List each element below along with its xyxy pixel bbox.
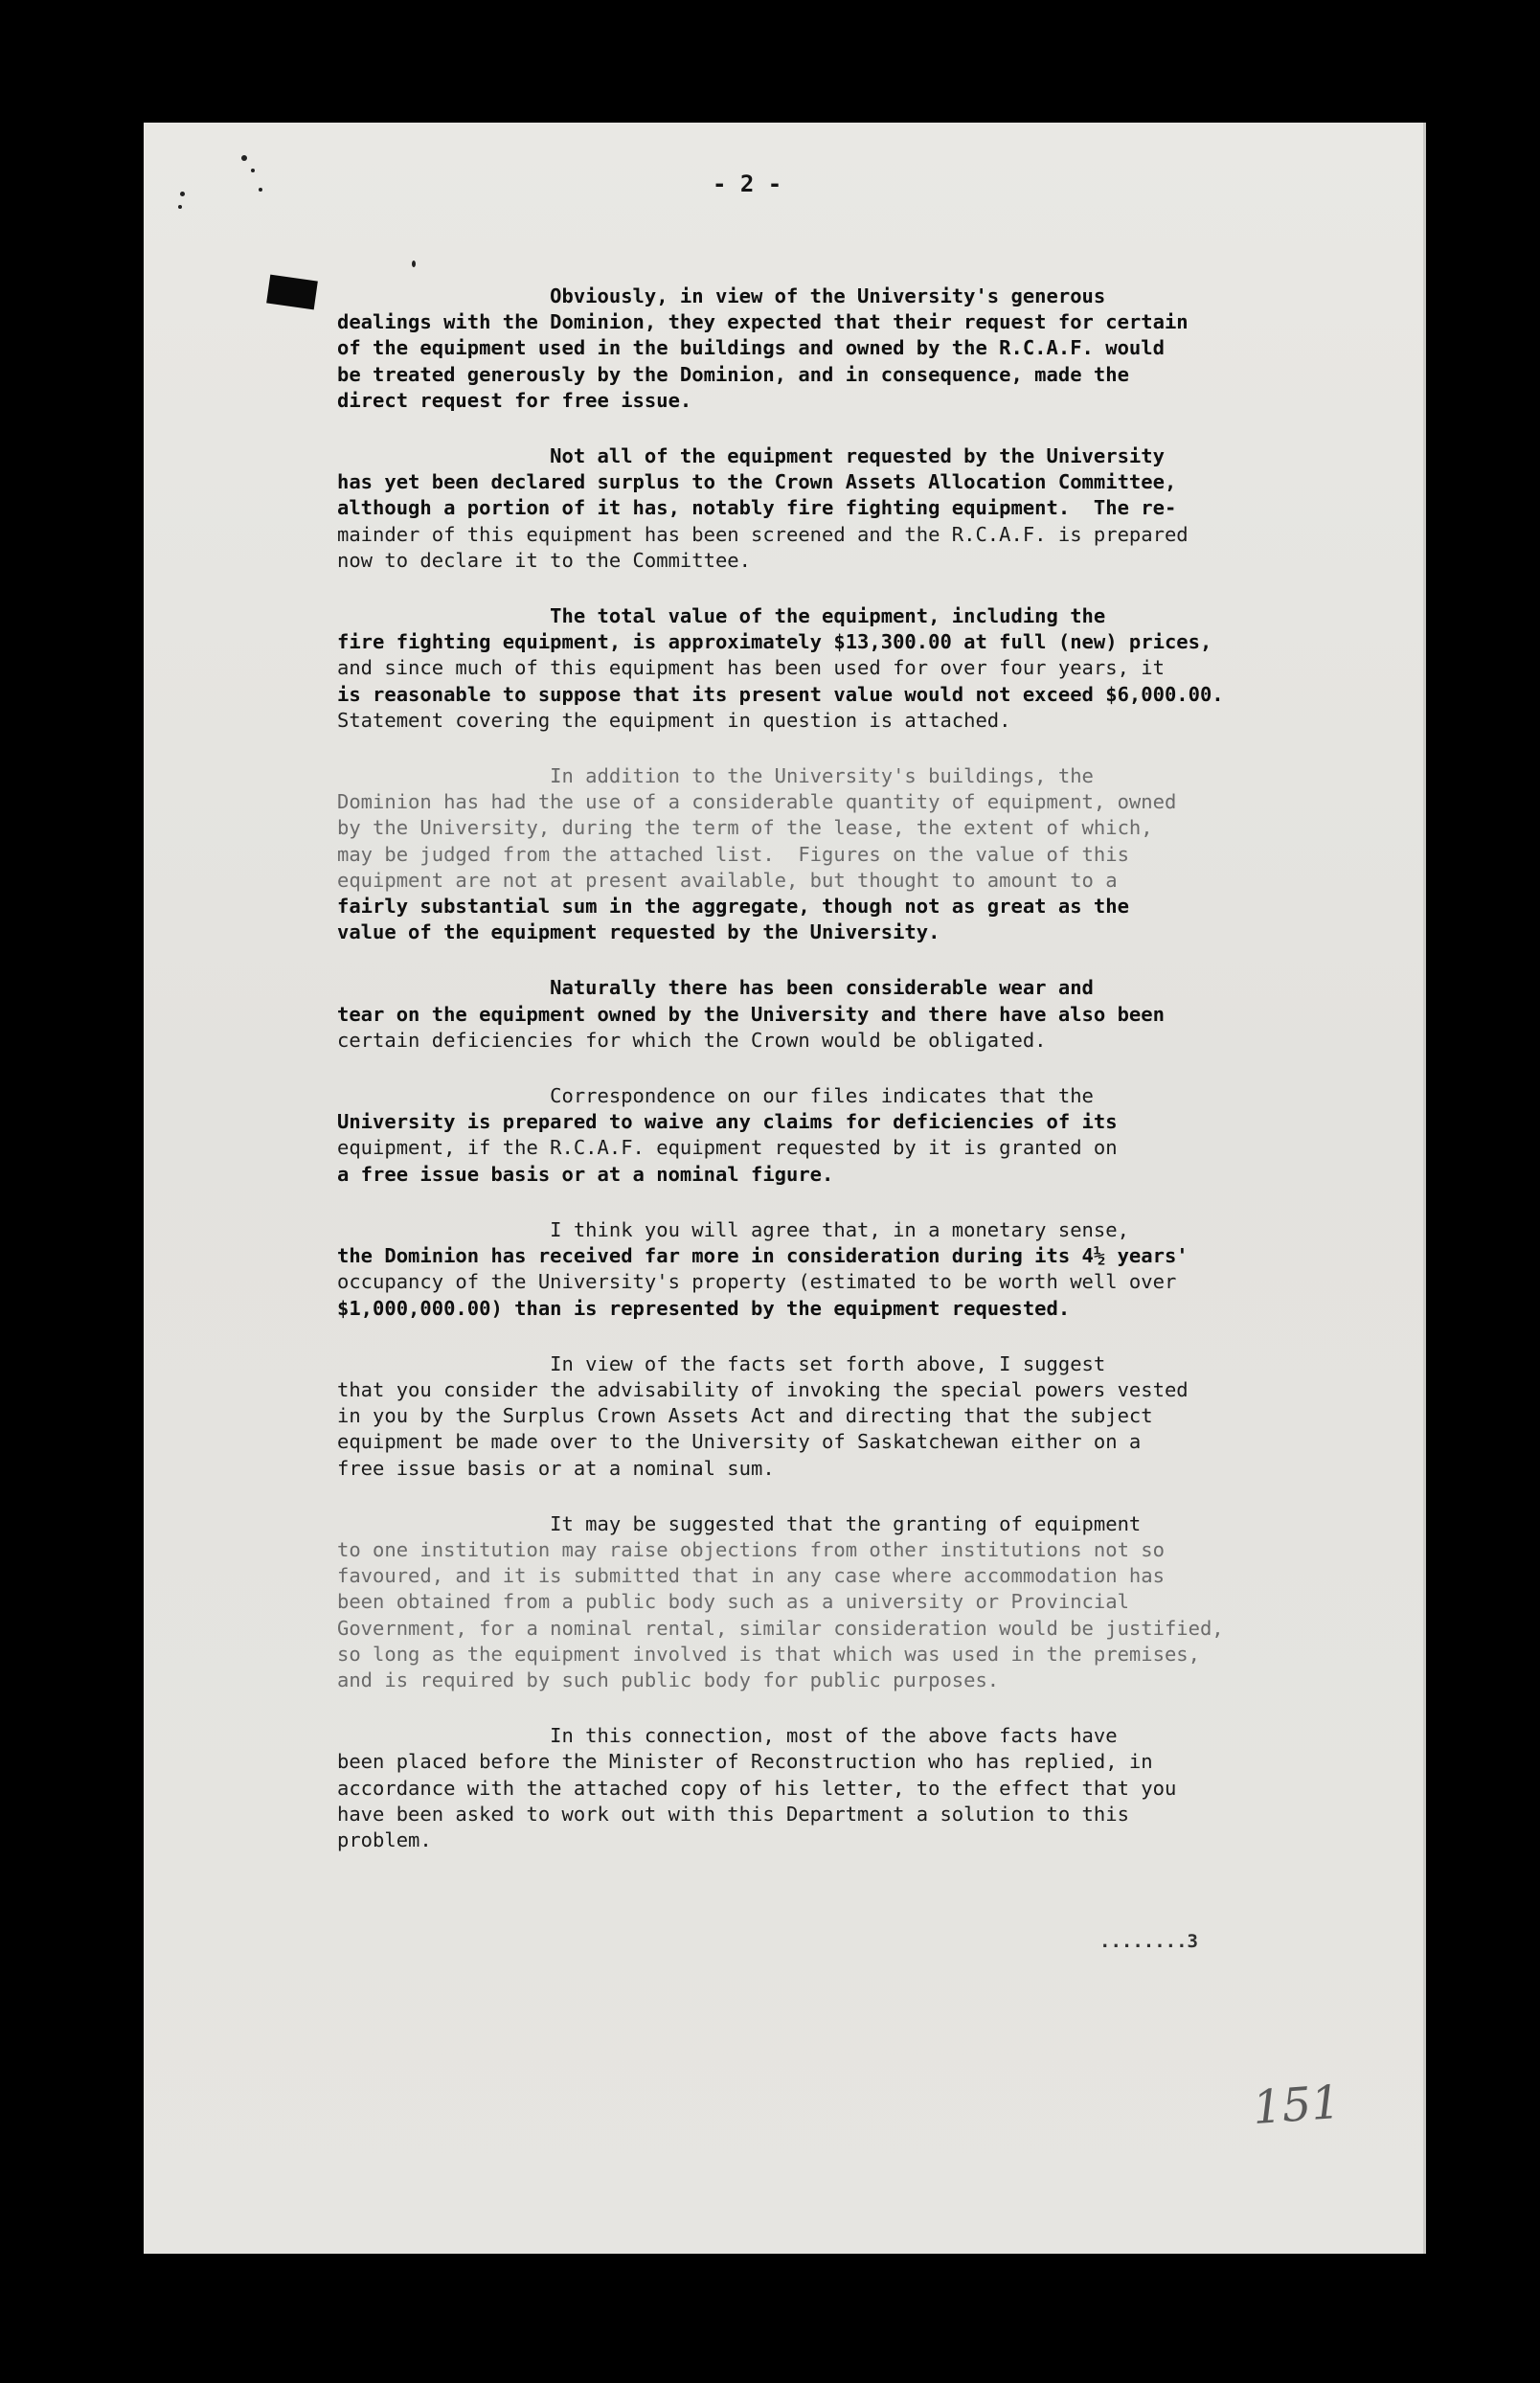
text-line: and since much of this equipment has been used for over four years, it <box>337 656 1165 680</box>
archive-number: 151 <box>1251 2075 1343 2136</box>
text-line: by the University, during the term of the lease, the extent of which, <box>337 816 1153 840</box>
paragraph-9 <box>337 1511 1333 1693</box>
paragraph-4 <box>337 763 1333 945</box>
text-line: The total value of the equipment, including the <box>337 604 1106 628</box>
text-line: have been asked to work out with this Department a solution to this <box>337 1802 1129 1826</box>
text-line: be treated generously by the Dominion, and in consequence, made the <box>337 362 1129 386</box>
scan-speck <box>251 169 255 172</box>
text-line: free issue basis or at a nominal sum. <box>337 1456 775 1480</box>
paragraph-6 <box>337 1083 1333 1188</box>
text-line: in you by the Surplus Crown Assets Act and directing that the subject <box>337 1404 1153 1428</box>
text-line: may be judged from the attached list. Figures on the value of this <box>337 842 1129 866</box>
text-line: been obtained from a public body such as a university or Provincial <box>337 1590 1129 1614</box>
text-line: Government, for a nominal rental, similar consideration would be justified, <box>337 1616 1224 1640</box>
scan-speck <box>412 261 416 267</box>
text-line: equipment are not at present available, but thought to amount to a <box>337 868 1118 892</box>
text-line: that you consider the advisability of invoking the special powers vested <box>337 1377 1189 1401</box>
paragraph-1 <box>337 284 1333 414</box>
scan-speck <box>259 188 262 192</box>
continued-marker: ........3 <box>1099 1931 1198 1952</box>
text-line: fire fighting equipment, is approximately $13,300.00 at full (new) prices, <box>337 630 1212 654</box>
text-line: fairly substantial sum in the aggregate, though not as great as the <box>337 895 1129 919</box>
paragraph-10 <box>337 1723 1333 1853</box>
scan-speck <box>241 155 247 161</box>
paragraph-5 <box>337 975 1333 1054</box>
text-line: problem. <box>337 1827 432 1851</box>
text-line: University is prepared to waive any claims for deficiencies of its <box>337 1110 1118 1134</box>
text-line: Naturally there has been considerable wear and <box>337 976 1094 1000</box>
text-line: Obviously, in view of the University's generous <box>337 284 1106 307</box>
text-line: to one institution may raise objections from other institutions not so <box>337 1537 1165 1561</box>
paragraph-3 <box>337 603 1333 734</box>
scan-speck <box>178 205 182 209</box>
text-line: tear on the equipment owned by the University and there have also been <box>337 1002 1165 1026</box>
text-line: direct request for free issue. <box>337 388 692 412</box>
text-line: favoured, and it is submitted that in any case where accommodation has <box>337 1564 1165 1588</box>
text-line: Not all of the equipment requested by the University <box>337 444 1165 468</box>
text-line: certain deficiencies for which the Crown would be obligated. <box>337 1028 1047 1052</box>
text-line: been placed before the Minister of Reconstruction who has replied, in <box>337 1750 1153 1774</box>
text-line: In addition to the University's buildings, the <box>337 764 1094 788</box>
text-line: and is required by such public body for public purposes. <box>337 1668 1000 1691</box>
text-line: equipment, if the R.C.A.F. equipment requested by it is granted on <box>337 1136 1118 1160</box>
text-line: equipment be made over to the University of Saskatchewan either on a <box>337 1430 1142 1454</box>
paragraph-2 <box>337 443 1333 574</box>
text-line: now to declare it to the Committee. <box>337 548 751 572</box>
text-line: so long as the equipment involved is that which was used in the premises, <box>337 1642 1200 1666</box>
text-line: value of the equipment requested by the University. <box>337 920 940 944</box>
text-line: Correspondence on our files indicates that the <box>337 1084 1094 1108</box>
text-line: although a portion of it has, notably fire fighting equipment. The re- <box>337 496 1177 520</box>
text-line: has yet been declared surplus to the Crown Assets Allocation Committee, <box>337 470 1177 494</box>
page-number: - 2 - <box>713 170 782 197</box>
text-line: occupancy of the University's property (estimated to be worth well over <box>337 1270 1177 1294</box>
text-line: It may be suggested that the granting of equipment <box>337 1511 1142 1535</box>
text-line: I think you will agree that, in a monetary sense, <box>337 1217 1129 1241</box>
text-line: In view of the facts set forth above, I suggest <box>337 1351 1106 1375</box>
scan-speck <box>180 192 185 196</box>
text-line: of the equipment used in the buildings and owned by the R.C.A.F. would <box>337 336 1165 360</box>
text-line: In this connection, most of the above facts have <box>337 1724 1118 1748</box>
text-line: mainder of this equipment has been screened and the R.C.A.F. is prepared <box>337 522 1189 546</box>
paragraph-7 <box>337 1217 1333 1322</box>
text-line: a free issue basis or at a nominal figure. <box>337 1162 834 1186</box>
text-line: Dominion has had the use of a considerable quantity of equipment, owned <box>337 790 1177 814</box>
text-line: accordance with the attached copy of his letter, to the effect that you <box>337 1776 1177 1800</box>
paragraph-8 <box>337 1351 1333 1482</box>
text-line: dealings with the Dominion, they expected that their request for certain <box>337 310 1189 334</box>
text-line: $1,000,000.00) than is represented by the equipment requested. <box>337 1296 1071 1320</box>
letter-body <box>337 284 1333 1883</box>
text-line: Statement covering the equipment in question is attached. <box>337 708 1011 732</box>
text-line: is reasonable to suppose that its present value would not exceed $6,000.00. <box>337 682 1224 706</box>
text-line: the Dominion has received far more in consideration during its 4½ years' <box>337 1244 1189 1268</box>
